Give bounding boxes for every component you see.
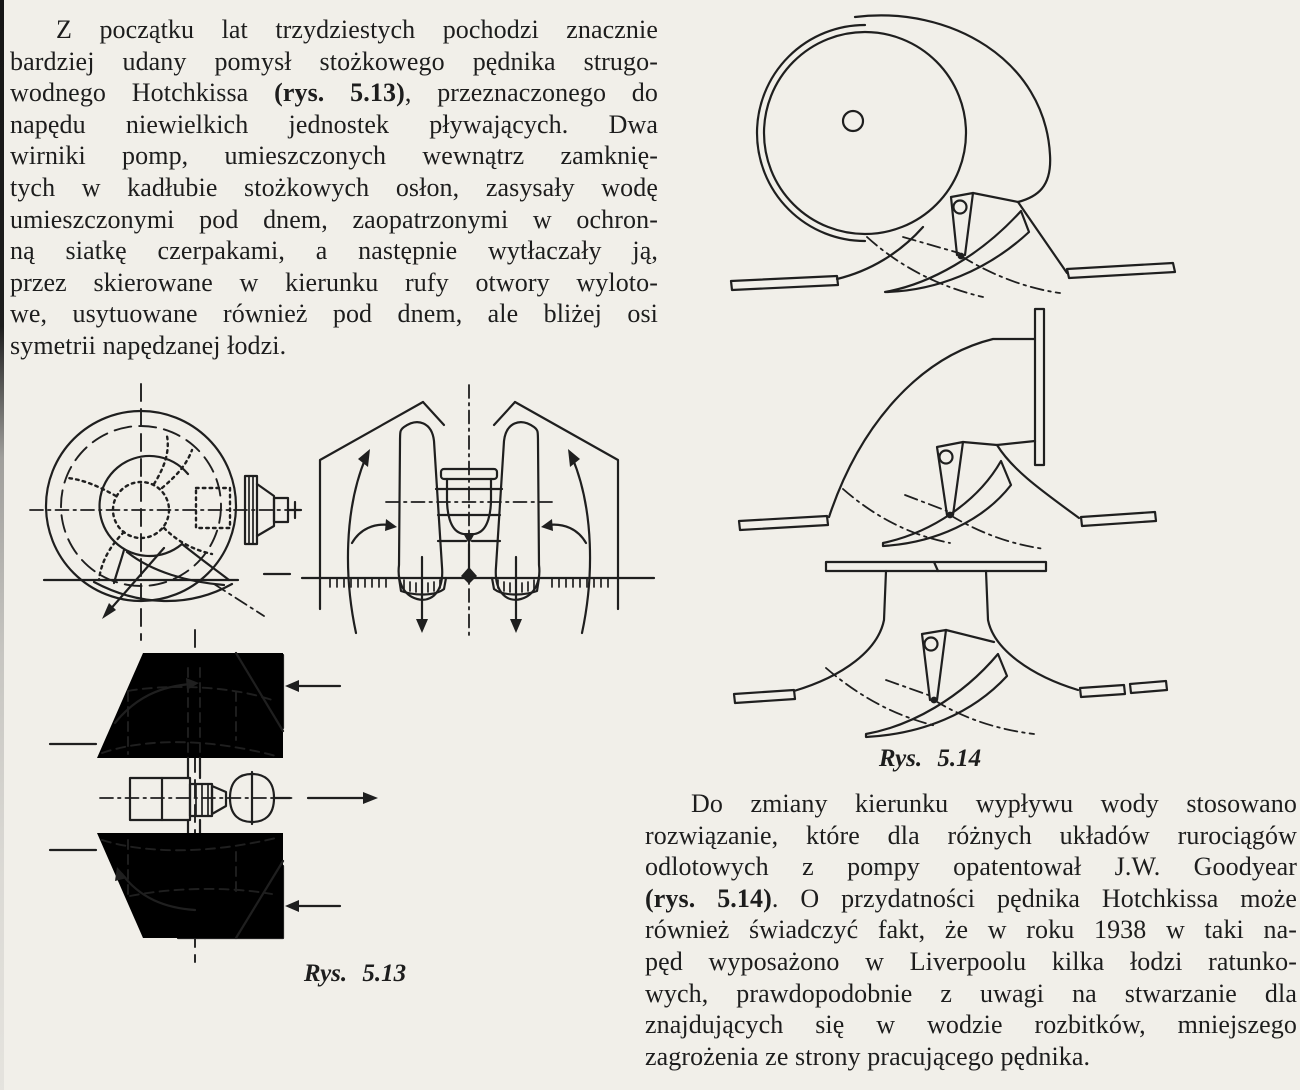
- text-line: [645, 978, 1297, 1010]
- text-segment: wodnego Hotchkissa: [10, 78, 275, 108]
- figure-5-13-pump-front-view-drawing: [24, 380, 304, 644]
- text-segment: tych w kadłubie stożkowych osłon, zasysały wodę: [10, 172, 658, 202]
- text-segment: . O przydatności pędnika Hotchkissa może: [771, 883, 1297, 913]
- text-segment: bardziej udany pomysł stożkowego pędnika strugo-: [10, 46, 658, 76]
- text-segment: wirniki pomp, umieszczonych wewnątrz zamknię-: [10, 141, 658, 171]
- figure-5-14-vertical-outlet-drawing: [726, 538, 1193, 740]
- scan-edge-artifact: [0, 0, 4, 1090]
- text-line: [10, 109, 658, 141]
- figure-5-14-volute-outlet-drawing: [715, 5, 1185, 297]
- figure-reference-bold: (rys. 5.14): [645, 883, 772, 913]
- figure-5-13-plan-view-drawing: [40, 628, 442, 966]
- text-segment: symetrii napędzanej łodzi.: [10, 330, 287, 360]
- text-line: [645, 851, 1297, 883]
- text-line: [10, 46, 658, 78]
- figure-reference-bold: (rys. 5.13): [274, 78, 405, 108]
- text-line: [10, 235, 658, 267]
- text-segment: umieszczonymi pod dnem, zaopatrzonymi w ochron-: [10, 204, 658, 234]
- text-segment: pęd wyposażono w Liverpoolu kilka łodzi ratunko-: [645, 946, 1297, 976]
- text-segment: rozwiązanie, które dla różnych układów rurociągów: [645, 820, 1297, 850]
- text-segment: napędu niewielkich jednostek pływających. Dwa: [10, 109, 658, 139]
- text-line: [10, 267, 658, 299]
- text-line: [645, 1041, 1297, 1073]
- text-segment: wych, prawdopodobnie z uwagi na stwarzanie dla: [645, 978, 1297, 1008]
- text-line: [10, 298, 658, 330]
- text-line: [645, 1009, 1297, 1041]
- text-segment: we, usytuowane również pod dnem, ale bliżej osi: [10, 299, 658, 329]
- text-line: [10, 204, 658, 236]
- text-segment: Z początku lat trzydziestych pochodzi znacznie: [56, 15, 658, 44]
- text-line: [10, 14, 658, 46]
- text-segment: , przeznaczonego do: [404, 78, 659, 108]
- figure-5-13-caption: Rys. 5.13: [303, 960, 407, 987]
- text-segment: również świadczyć fakt, że w roku 1938 w taki na-: [645, 915, 1297, 945]
- text-segment: ną siatkę czerpakami, a następnie wytłaczały ją,: [10, 236, 658, 266]
- text-line: [10, 172, 658, 204]
- text-segment: odlotowych z pompy opatentował J.W. Goodyear: [645, 852, 1297, 882]
- paragraph-hotchkiss-propulsor: [10, 14, 658, 362]
- text-segment: Do zmiany kierunku wypływu wody stosowano: [691, 789, 1297, 818]
- text-line: [10, 330, 658, 362]
- figure-5-13-cross-section-drawing: [300, 381, 656, 647]
- text-segment: zagrożenia ze strony pracującego pędnika.: [645, 1041, 1091, 1071]
- text-line: [645, 914, 1297, 946]
- text-line: [10, 140, 658, 172]
- text-segment: znajdujących się w wodzie rozbitków, mniejszego: [645, 1010, 1297, 1040]
- text-line: [645, 883, 1297, 915]
- text-line: [10, 77, 658, 109]
- text-line: [645, 946, 1297, 978]
- figure-5-14-elbow-flange-drawing: [715, 299, 1197, 551]
- text-line: [645, 788, 1297, 820]
- paragraph-goodyear-patent: [645, 788, 1297, 1072]
- text-line: [645, 820, 1297, 852]
- figure-5-14-caption: Rys. 5.14: [878, 745, 982, 772]
- text-segment: przez skierowane w kierunku rufy otwory wyloto-: [10, 267, 658, 297]
